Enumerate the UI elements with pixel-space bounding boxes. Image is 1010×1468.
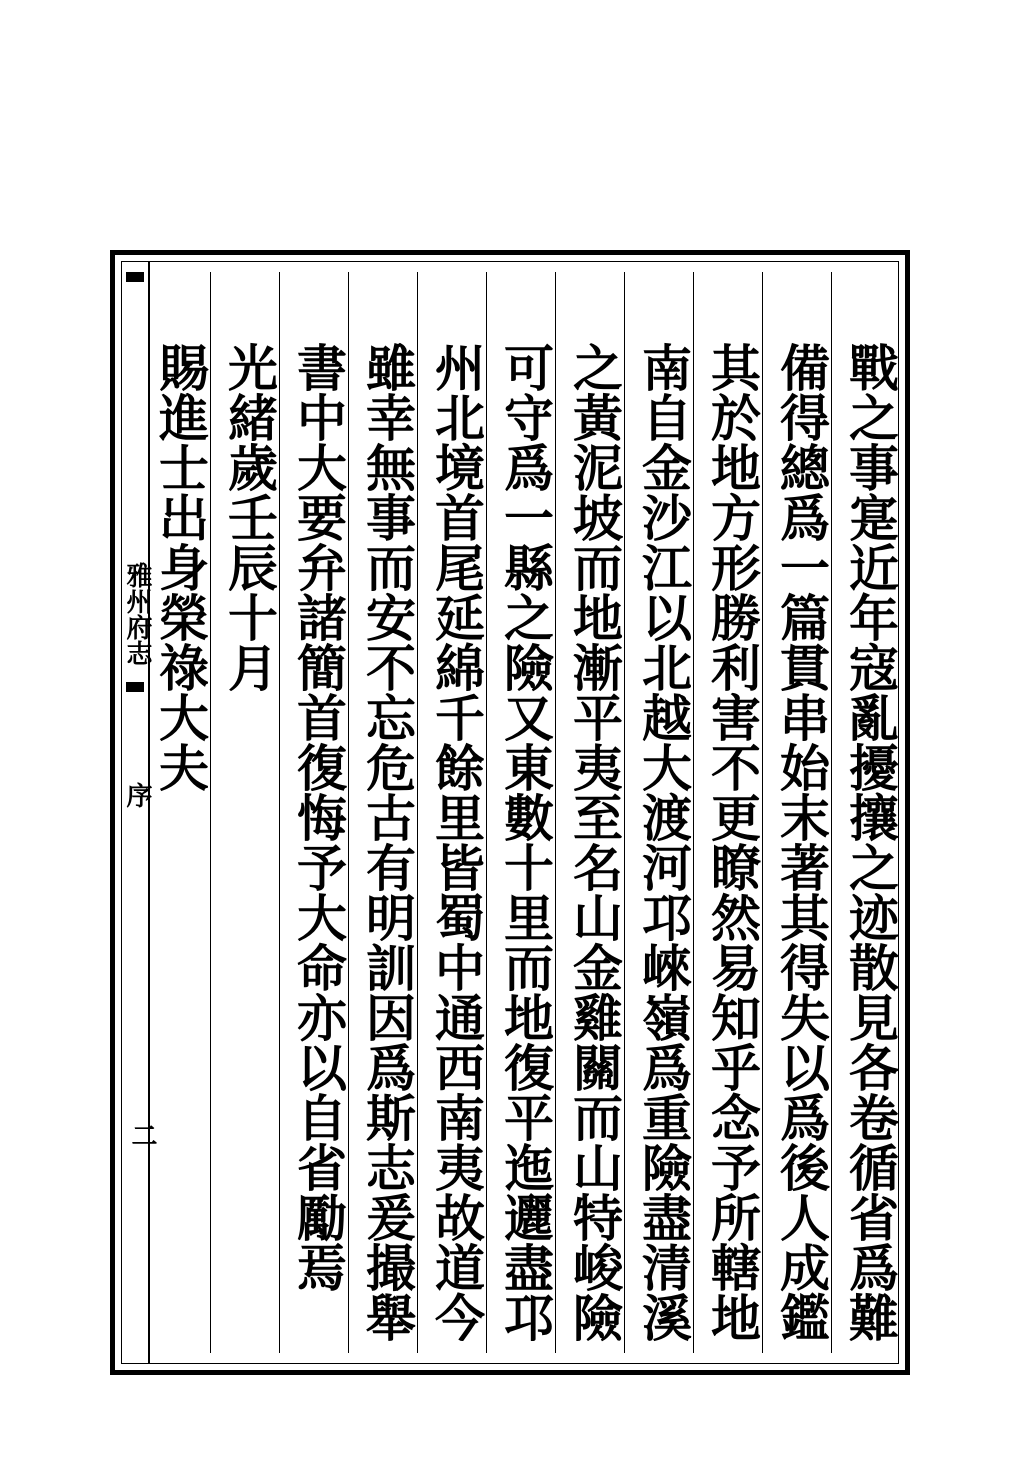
text-column-2	[773, 342, 829, 1342]
fishtail-mark-top	[126, 272, 144, 282]
gutter-section-label: 序	[122, 782, 152, 808]
frame-inner-border	[121, 261, 899, 1364]
text-column-6	[497, 342, 553, 1342]
column-divider	[348, 272, 349, 1353]
column-divider	[555, 272, 556, 1353]
text-column-date	[221, 342, 277, 692]
text-column-5	[566, 342, 622, 1342]
column-text: 南自金沙江以北越大渡河邛崍嶺爲重險盡清溪	[634, 342, 693, 1342]
column-text: 之黃泥坡而地漸平夷至名山金雞關而山特峻險	[565, 342, 624, 1342]
column-divider	[486, 272, 487, 1353]
column-text-date: 光緒歲壬辰十月	[220, 342, 279, 692]
column-divider	[831, 272, 832, 1353]
text-column-3	[704, 342, 760, 1342]
column-text: 州北境首尾延綿千餘里皆蜀中通西南夷故道今	[427, 342, 486, 1342]
column-text-signature: 賜進士出身榮祿大夫	[151, 342, 210, 792]
column-divider	[624, 272, 625, 1353]
text-column-signature	[152, 342, 208, 792]
column-divider	[417, 272, 418, 1353]
text-column-4	[635, 342, 691, 1342]
column-text: 其於地方形勝利害不更瞭然易知乎念予所轄地	[703, 342, 762, 1342]
fishtail-mark-middle	[126, 682, 144, 692]
column-divider	[762, 272, 763, 1353]
column-text: 雖幸無事而安不忘危古有明訓因爲斯志爰撮舉	[358, 342, 417, 1342]
block-gutter	[122, 262, 157, 1363]
page-frame	[110, 250, 910, 1375]
text-column-9	[290, 342, 346, 1292]
text-column-1	[842, 342, 898, 1342]
column-divider	[693, 272, 694, 1353]
gutter-page-number: 二	[127, 1122, 157, 1148]
column-text: 戰之事寔近年寇亂擾攘之迹散見各卷循省爲難	[841, 342, 900, 1342]
text-column-7	[428, 342, 484, 1342]
column-text: 書中大要弁諸簡首復悔予大命亦以自省勵焉	[289, 342, 348, 1292]
column-divider	[210, 272, 211, 1353]
column-text: 備得總爲一篇貫串始末著其得失以爲後人成鑑	[772, 342, 831, 1342]
column-text: 可守爲一縣之險又東數十里而地復平迤邐盡邛	[496, 342, 555, 1342]
text-column-8	[359, 342, 415, 1342]
column-divider	[279, 272, 280, 1353]
gutter-book-title: 雅州府志	[122, 562, 152, 666]
